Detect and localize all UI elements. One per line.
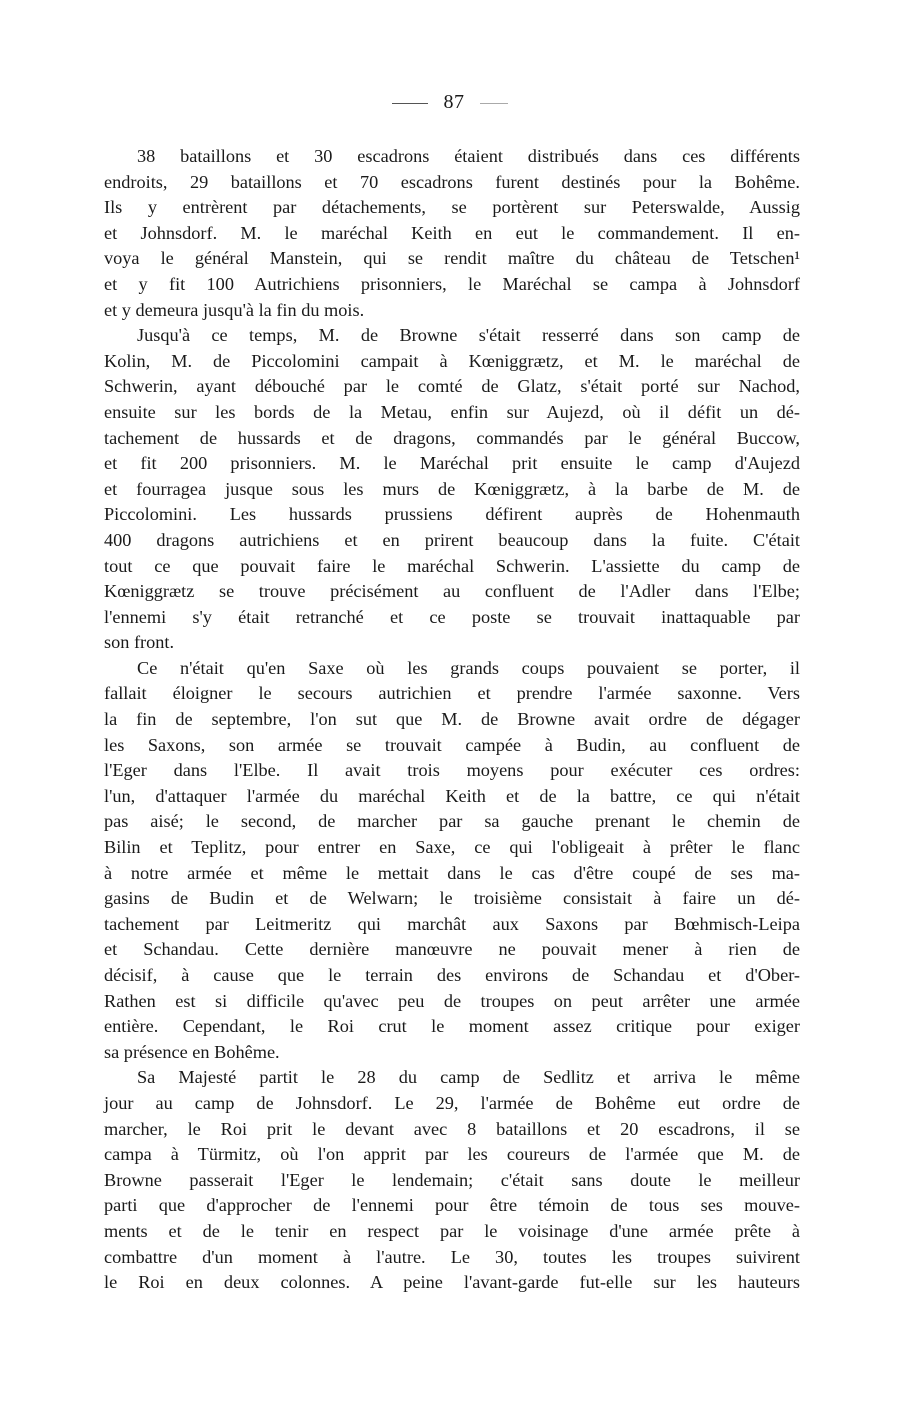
text-line: à notre armée et même le mettait dans le cas d'être coupé de ses ma- bbox=[104, 862, 800, 883]
text-line: et fourragea jusque sous les murs de Kœniggrætz, à la barbe de M. de bbox=[104, 478, 800, 499]
text-line: gasins de Budin et de Welwarn; le troisième consistait à faire un dé- bbox=[104, 888, 800, 909]
text-line: ensuite sur les bords de la Metau, enfin sur Aujezd, où il défit un dé- bbox=[104, 401, 800, 422]
header-rule-right bbox=[480, 103, 508, 104]
text-line: son front. bbox=[104, 632, 175, 653]
text-line: l'Eger dans l'Elbe. Il avait trois moyens pour exécuter ces ordres: bbox=[104, 760, 800, 781]
text-line: Browne passerait l'Eger le lendemain; c'était sans doute le meilleur bbox=[104, 1169, 800, 1190]
text-line: tachement de hussards et de dragons, commandés par le général Buccow, bbox=[104, 427, 800, 448]
header-rule-left bbox=[392, 103, 428, 104]
text-line: et y fit 100 Autrichiens prisonniers, le Maréchal se campa à Johnsdorf bbox=[104, 273, 800, 294]
paragraph-1 bbox=[104, 144, 800, 323]
paragraph-3 bbox=[104, 656, 800, 1066]
text-line: et fit 200 prisonniers. M. le Maréchal prit ensuite le camp d'Aujezd bbox=[104, 453, 800, 474]
text-line: Sa Majesté partit le 28 du camp de Sedlitz et arriva le même bbox=[137, 1067, 800, 1088]
text-line: combattre d'un moment à l'autre. Le 30, toutes les troupes suivirent bbox=[104, 1246, 800, 1267]
text-line: et Schandau. Cette dernière manœuvre ne pouvait mener à rien de bbox=[104, 939, 800, 960]
text-line: endroits, 29 bataillons et 70 escadrons furent destinés pour la Bohême. bbox=[104, 171, 800, 192]
text-line: Bilin et Teplitz, pour entrer en Saxe, ce qui l'obligeait à prêter le flanc bbox=[104, 837, 800, 858]
text-line: fallait éloigner le secours autrichien et prendre l'armée saxonne. Vers bbox=[104, 683, 800, 704]
text-line: Jusqu'à ce temps, M. de Browne s'était resserré dans son camp de bbox=[137, 325, 800, 346]
page-number: 87 bbox=[443, 91, 465, 113]
text-line: et y demeura jusqu'à la fin du mois. bbox=[104, 299, 365, 320]
text-line: sa présence en Bohême. bbox=[104, 1041, 280, 1062]
body-text bbox=[104, 144, 800, 1296]
running-header bbox=[0, 92, 900, 112]
text-line: la fin de septembre, l'on sut que M. de Browne avait ordre de dégager bbox=[104, 709, 800, 730]
text-line: 400 dragons autrichiens et en prirent beaucoup dans la fuite. C'était bbox=[104, 529, 800, 550]
text-line: Kœniggrætz se trouve précisément au confluent de l'Adler dans l'Elbe; bbox=[104, 581, 800, 602]
text-line: tachement par Leitmeritz qui marchât aux Saxons par Bœhmisch-Leipa bbox=[104, 913, 800, 934]
text-line: Piccolomini. Les hussards prussiens défirent auprès de Hohenmauth bbox=[104, 504, 800, 525]
text-line: Kolin, M. de Piccolomini campait à Kœniggrætz, et M. le maréchal de bbox=[104, 350, 800, 371]
text-line: décisif, à cause que le terrain des environs de Schandau et d'Ober- bbox=[104, 965, 800, 985]
text-line: l'un, d'attaquer l'armée du maréchal Keith et de la battre, ce qui n'était bbox=[104, 785, 800, 806]
text-line: l'ennemi s'y était retranché et ce poste se trouvait inattaquable par bbox=[104, 606, 800, 627]
text-line: Rathen est si difficile qu'avec peu de troupes on peut arrêter une armée bbox=[104, 990, 800, 1011]
text-line: tout ce que pouvait faire le maréchal Schwerin. L'assiette du camp de bbox=[104, 555, 800, 576]
text-line: campa à Türmitz, où l'on apprit par les coureurs de l'armée que M. de bbox=[104, 1144, 800, 1165]
text-line: entière. Cependant, le Roi crut le moment assez critique pour exiger bbox=[104, 1016, 800, 1037]
text-line: Ce n'était qu'en Saxe où les grands coups pouvaient se porter, il bbox=[137, 657, 800, 678]
text-line: jour au camp de Johnsdorf. Le 29, l'armée de Bohême eut ordre de bbox=[104, 1092, 800, 1113]
text-line: le Roi en deux colonnes. A peine l'avant-garde fut-elle sur les hauteurs bbox=[104, 1272, 800, 1293]
text-line: ments et de le tenir en respect par le voisinage d'une armée prête à bbox=[104, 1220, 800, 1241]
text-line: parti que d'approcher de l'ennemi pour être témoin de tous ses mouve- bbox=[104, 1195, 800, 1216]
text-line: Ils y entrèrent par détachements, se portèrent sur Peterswalde, Aussig bbox=[104, 197, 800, 218]
paragraph-4 bbox=[104, 1065, 800, 1295]
text-line: Schwerin, ayant débouché par le comté de Glatz, s'était porté sur Nachod, bbox=[104, 376, 800, 397]
text-line: 38 bataillons et 30 escadrons étaient distribués dans ces différents bbox=[137, 146, 800, 166]
text-line: marcher, le Roi prit le devant avec 8 bataillons et 20 escadrons, il se bbox=[104, 1118, 800, 1139]
text-line: et Johnsdorf. M. le maréchal Keith en eut le commandement. Il en- bbox=[104, 222, 800, 243]
text-line: les Saxons, son armée se trouvait campée à Budin, au confluent de bbox=[104, 734, 800, 755]
text-line: voya le général Manstein, qui se rendit maître du château de Tetschen¹ bbox=[104, 248, 800, 269]
text-line: pas aisé; le second, de marcher par sa gauche prenant le chemin de bbox=[104, 811, 800, 832]
paragraph-2 bbox=[104, 323, 800, 656]
